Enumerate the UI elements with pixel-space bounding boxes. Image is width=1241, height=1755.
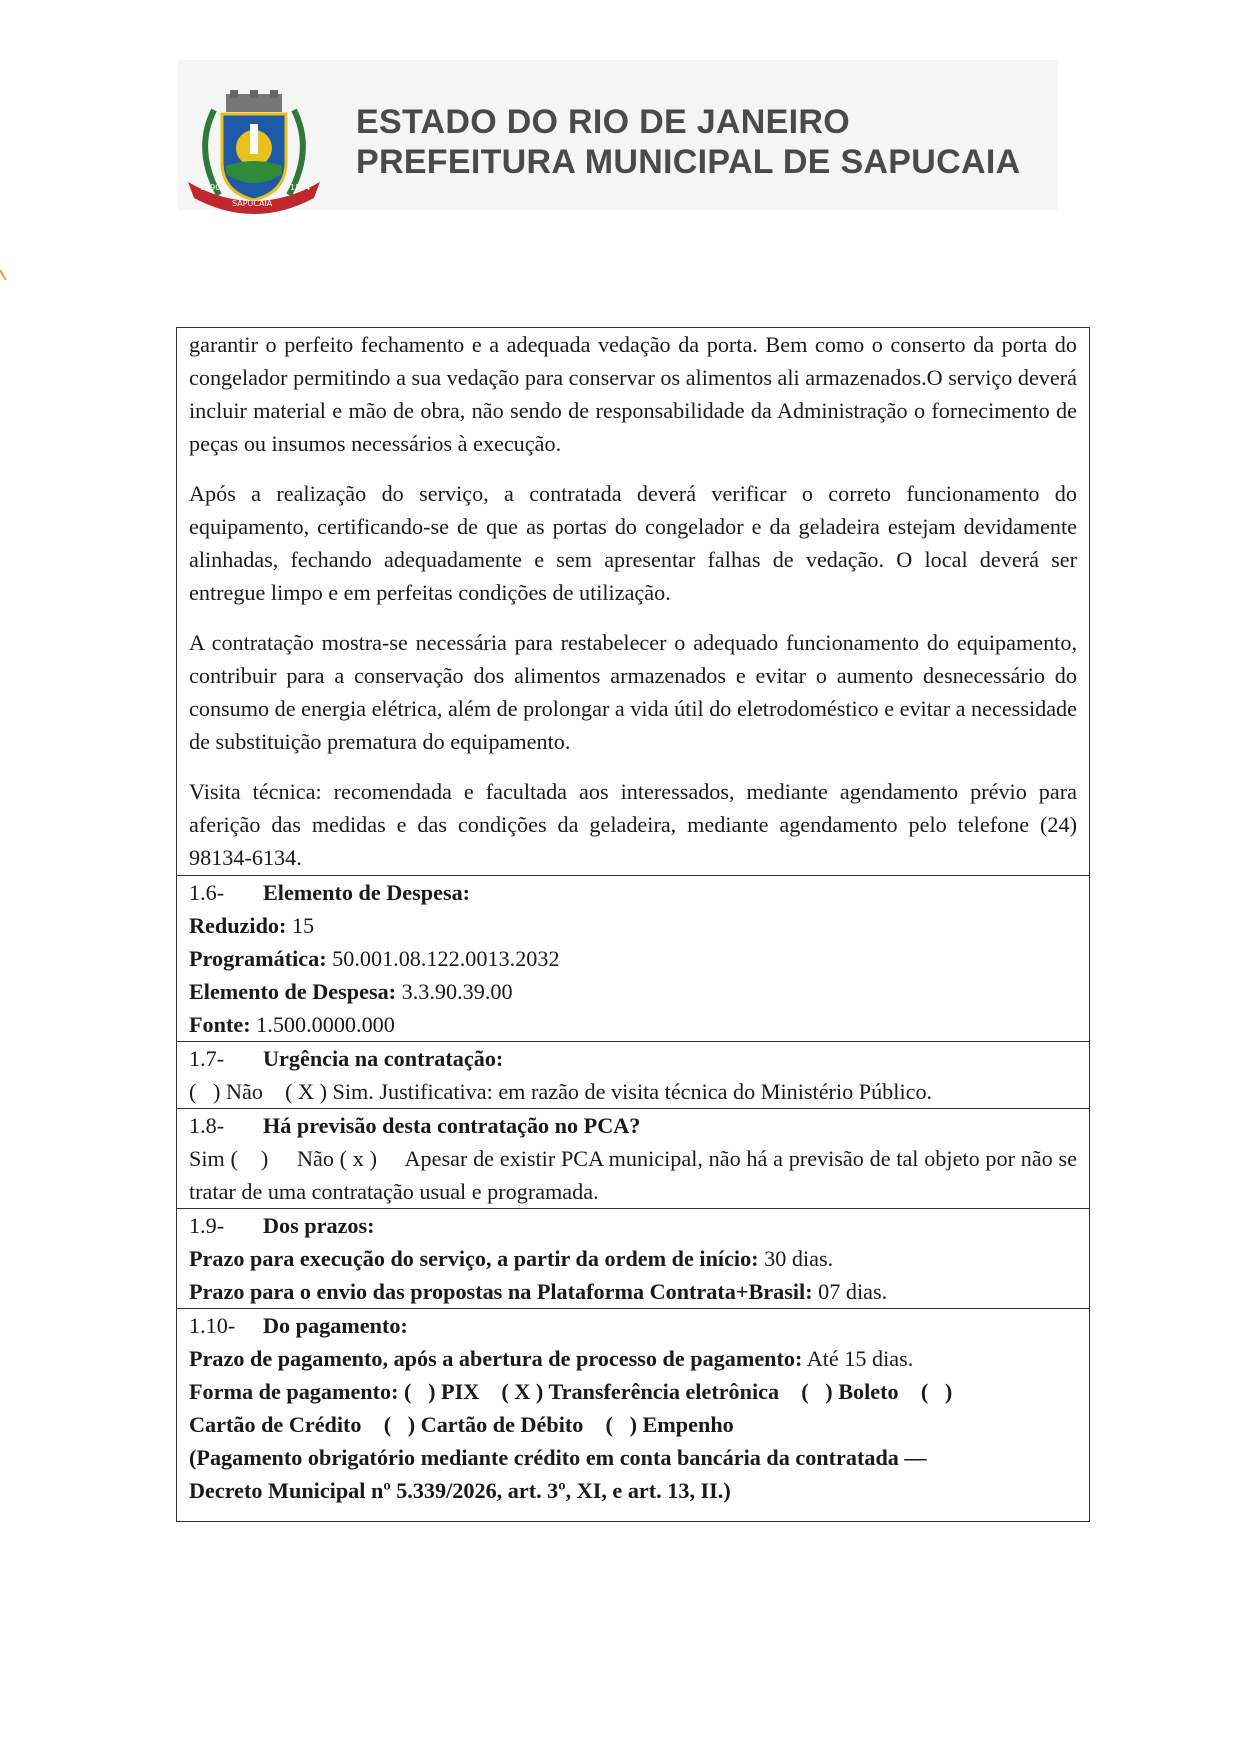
section-number: 1.7- xyxy=(189,1046,225,1071)
crest-year-left: 1890 xyxy=(200,183,221,192)
section-title: Dos prazos: xyxy=(263,1213,375,1238)
section-1-10 xyxy=(177,1308,1089,1521)
elemento-label: Elemento de Despesa: xyxy=(189,979,397,1004)
programatica-label: Programática: xyxy=(189,946,327,971)
prazo-pagamento-value: Até 15 dias. xyxy=(802,1346,914,1371)
header-state-name: ESTADO DO RIO DE JANEIRO xyxy=(356,103,850,141)
nota-pagamento-line-2: Decreto Municipal nº 5.339/2026, art. 3º, XI, e art. 13, II.) xyxy=(189,1478,731,1503)
crest-year-right: 1874 xyxy=(290,183,311,192)
section-1-8 xyxy=(177,1108,1089,1208)
intro-paragraph-2: Após a realização do serviço, a contratada deverá verificar o correto funcionamento do equipamento, certificando-se de que as portas do congelador e da geladeira estejam devidamente alinhadas, fechando adequadamente e sem apresentar falhas de vedação. O local deverá ser entregue limpo e em perfeitas condições de utilização. xyxy=(189,481,1077,605)
section-number: 1.9- xyxy=(189,1213,225,1238)
section-title: Urgência na contratação: xyxy=(263,1046,504,1071)
section-title: Do pagamento: xyxy=(263,1313,408,1338)
forma-pagamento-line-1: Forma de pagamento: ( ) PIX ( X ) Transferência eletrônica ( ) Boleto ( ) xyxy=(189,1379,953,1404)
municipal-crest-icon xyxy=(184,90,324,220)
intro-section xyxy=(177,328,1089,875)
urgency-text: ( ) Não ( X ) Sim. Justificativa: em razão de visita técnica do Ministério Público. xyxy=(189,1079,933,1104)
crest-banner: SAPUCAIA xyxy=(232,199,273,208)
section-title: Elemento de Despesa: xyxy=(263,880,471,905)
intro-paragraph-3: A contratação mostra-se necessária para restabelecer o adequado funcionamento do equipamento, contribuir para a conservação dos alimentos armazenados e evitar o aumento desnecessário do consumo de energia elétrica, além de prolongar a vida útil do eletrodoméstico e evitar a necessidade de substituição prematura do equipamento. xyxy=(189,630,1077,754)
intro-paragraph-1: garantir o perfeito fechamento e a adequada vedação da porta. Bem como o conserto da porta do congelador permitindo a sua vedação para conservar os alimentos ali armazenados.O serviço deverá incluir material e mão de obra, não sendo de responsabilidade da Administração o fornecimento de peças ou insumos necessários à execução. xyxy=(189,332,1077,456)
header-prefecture-name: PREFEITURA MUNICIPAL DE SAPUCAIA xyxy=(356,143,1021,181)
section-1-9 xyxy=(177,1208,1089,1308)
nota-pagamento-line-1: (Pagamento obrigatório mediante crédito em conta bancária da contratada — xyxy=(189,1445,927,1470)
programatica-value: 50.001.08.122.0013.2032 xyxy=(326,946,560,971)
prazo-propostas-value: 07 dias. xyxy=(812,1279,888,1304)
page-edge-mark-icon xyxy=(0,268,8,282)
prazo-execucao-label: Prazo para execução do serviço, a partir da ordem de início: xyxy=(189,1246,759,1271)
reduzido-label: Reduzido: xyxy=(189,913,287,938)
letterhead xyxy=(178,60,1058,210)
section-1-7 xyxy=(177,1041,1089,1108)
intro-paragraph-4: Visita técnica: recomendada e facultada aos interessados, mediante agendamento prévio para aferição das medidas e das condições da geladeira, mediante agendamento pelo telefone (24) 98134-6134. xyxy=(189,779,1077,870)
reduzido-value: 15 xyxy=(286,913,315,938)
prazo-propostas-label: Prazo para o envio das propostas na Plataforma Contrata+Brasil: xyxy=(189,1279,813,1304)
section-number: 1.10- xyxy=(189,1313,236,1338)
document-table xyxy=(176,327,1090,1522)
forma-pagamento-line-2: Cartão de Crédito ( ) Cartão de Débito ( ) Empenho xyxy=(189,1412,734,1437)
pca-text: Sim ( ) Não ( x ) Apesar de existir PCA municipal, não há a previsão de tal objeto por não se tratar de uma contratação usual e programada. xyxy=(189,1146,1083,1204)
section-number: 1.6- xyxy=(189,880,225,905)
section-title: Há previsão desta contratação no PCA? xyxy=(263,1113,641,1138)
prazo-pagamento-label: Prazo de pagamento, após a abertura de processo de pagamento: xyxy=(189,1346,803,1371)
fonte-value: 1.500.0000.000 xyxy=(250,1012,395,1037)
prazo-execucao-value: 30 dias. xyxy=(758,1246,834,1271)
fonte-label: Fonte: xyxy=(189,1012,251,1037)
elemento-value: 3.3.90.39.00 xyxy=(396,979,513,1004)
section-1-6 xyxy=(177,875,1089,1041)
section-number: 1.8- xyxy=(189,1113,225,1138)
